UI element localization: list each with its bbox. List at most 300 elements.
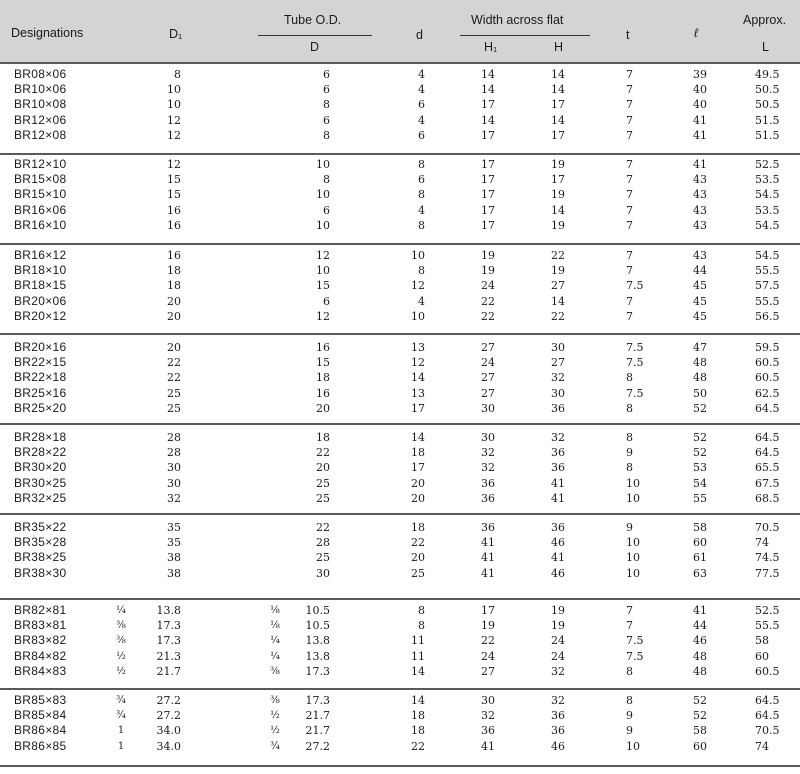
h1-cell: 22 xyxy=(481,309,495,323)
table-row xyxy=(0,476,800,491)
d-fraction-cell: ⅜ xyxy=(270,695,280,706)
h-cell: 32 xyxy=(551,431,565,444)
d1-fraction-cell: ⅜ xyxy=(116,620,126,632)
d1-cell: 21.3 xyxy=(156,649,181,663)
table-row xyxy=(0,708,800,723)
l-cell: 52.5 xyxy=(755,158,780,171)
h-cell: 36 xyxy=(551,446,565,460)
table-row xyxy=(0,445,800,460)
l-cell: 60 xyxy=(755,649,769,663)
designation-cell: BR22×18 xyxy=(14,370,67,385)
d1-cell: 17.3 xyxy=(156,619,181,633)
t-cell: 7 xyxy=(626,83,633,97)
tube-d-cell: 15 xyxy=(316,356,330,370)
designation-cell: BR84×83 xyxy=(14,663,67,678)
d-small-cell: 11 xyxy=(411,649,425,663)
table-row xyxy=(0,739,800,754)
tube-d-cell: 25 xyxy=(316,476,330,490)
table-row xyxy=(0,520,800,535)
table-row xyxy=(0,355,800,370)
t-cell: 7 xyxy=(626,68,633,81)
tube-d-cell: 10 xyxy=(316,264,330,278)
h1-cell: 17 xyxy=(481,604,495,617)
tube-d-cell: 20 xyxy=(316,461,330,475)
ell-cell: 46 xyxy=(693,634,707,648)
table-row xyxy=(0,128,800,143)
t-cell: 9 xyxy=(626,724,633,738)
group-divider xyxy=(0,513,800,515)
d1-cell: 34.0 xyxy=(156,739,181,753)
table-row xyxy=(0,157,800,172)
h-cell: 36 xyxy=(551,461,565,475)
h1-cell: 36 xyxy=(481,724,495,738)
d1-fraction-cell: ¾ xyxy=(116,695,126,706)
l-cell: 54.5 xyxy=(755,249,780,262)
designation-cell: BR30×25 xyxy=(14,475,67,490)
designation-cell: BR20×06 xyxy=(14,293,67,308)
d1-cell: 27.2 xyxy=(156,709,181,723)
d1-cell: 16 xyxy=(167,218,181,232)
designation-cell: BR38×25 xyxy=(14,550,67,565)
tube-d-cell: 12 xyxy=(316,309,330,323)
d1-cell: 18 xyxy=(167,264,181,278)
table-row xyxy=(0,309,800,324)
h1-cell: 17 xyxy=(481,128,495,142)
tube-d-cell: 25 xyxy=(316,551,330,565)
h-cell: 19 xyxy=(551,188,565,202)
tube-d-cell: 6 xyxy=(323,294,330,308)
d1-cell: 38 xyxy=(167,551,181,565)
h-cell: 46 xyxy=(551,566,565,580)
h-cell: 46 xyxy=(551,536,565,550)
d-small-cell: 4 xyxy=(418,83,425,97)
table-row xyxy=(0,187,800,202)
d-small-cell: 18 xyxy=(411,446,425,460)
d-small-cell: 18 xyxy=(411,709,425,723)
h-cell: 32 xyxy=(551,371,565,385)
h-cell: 36 xyxy=(551,521,565,534)
d1-cell: 16 xyxy=(167,249,181,262)
col-tube-od: Tube O.D. xyxy=(284,13,342,27)
group-divider xyxy=(0,423,800,425)
designation-cell: BR15×08 xyxy=(14,172,67,187)
d1-cell: 8 xyxy=(174,68,181,81)
d-small-cell: 4 xyxy=(418,113,425,127)
ell-cell: 48 xyxy=(693,664,707,678)
l-cell: 51.5 xyxy=(755,113,780,127)
ell-cell: 50 xyxy=(693,386,707,400)
l-cell: 55.5 xyxy=(755,264,780,278)
ell-cell: 58 xyxy=(693,724,707,738)
designation-cell: BR12×06 xyxy=(14,112,67,127)
tube-d-cell: 17.3 xyxy=(305,694,330,707)
d1-cell: 28 xyxy=(167,431,181,444)
d1-cell: 34.0 xyxy=(156,724,181,738)
designation-cell: BR18×10 xyxy=(14,263,67,278)
tube-d-cell: 30 xyxy=(316,566,330,580)
designation-cell: BR18×15 xyxy=(14,278,67,293)
ell-cell: 43 xyxy=(693,173,707,187)
d1-cell: 10 xyxy=(167,98,181,112)
d-fraction-cell: ⅛ xyxy=(270,605,280,616)
d1-cell: 30 xyxy=(167,461,181,475)
h-cell: 19 xyxy=(551,604,565,617)
d1-fraction-cell: ¾ xyxy=(116,710,126,722)
tube-d-cell: 17.3 xyxy=(305,664,330,678)
group-divider xyxy=(0,153,800,155)
l-cell: 54.5 xyxy=(755,188,780,202)
designation-cell: BR35×28 xyxy=(14,535,67,550)
col-tube-d: D xyxy=(310,40,320,54)
h-cell: 27 xyxy=(551,356,565,370)
t-cell: 9 xyxy=(626,521,633,534)
h-cell: 19 xyxy=(551,264,565,278)
tube-d-cell: 21.7 xyxy=(305,724,330,738)
l-cell: 64.5 xyxy=(755,709,780,723)
ell-cell: 45 xyxy=(693,309,707,323)
d-small-cell: 25 xyxy=(411,566,425,580)
d1-cell: 32 xyxy=(167,491,181,505)
h-cell: 22 xyxy=(551,249,565,262)
d-small-cell: 8 xyxy=(418,158,425,171)
h-cell: 17 xyxy=(551,128,565,142)
designation-cell: BR16×10 xyxy=(14,217,67,232)
d-small-cell: 17 xyxy=(411,461,425,475)
table-row xyxy=(0,218,800,233)
l-cell: 53.5 xyxy=(755,203,780,217)
tube-d-cell: 6 xyxy=(323,203,330,217)
tube-d-cell: 8 xyxy=(323,98,330,112)
ell-cell: 48 xyxy=(693,649,707,663)
t-cell: 7 xyxy=(626,294,633,308)
h-cell: 24 xyxy=(551,649,565,663)
l-cell: 49.5 xyxy=(755,68,780,81)
t-cell: 8 xyxy=(626,371,633,385)
ell-cell: 52 xyxy=(693,694,707,707)
d1-cell: 21.7 xyxy=(156,664,181,678)
h1-cell: 17 xyxy=(481,98,495,112)
table-row xyxy=(0,294,800,309)
ell-cell: 48 xyxy=(693,356,707,370)
h-cell: 30 xyxy=(551,341,565,354)
t-cell: 7.5 xyxy=(626,386,644,400)
d1-cell: 35 xyxy=(167,521,181,534)
col-ell: ℓ xyxy=(694,26,699,40)
h-cell: 14 xyxy=(551,203,565,217)
d1-cell: 16 xyxy=(167,203,181,217)
ell-cell: 40 xyxy=(693,83,707,97)
ell-cell: 53 xyxy=(693,461,707,475)
h-cell: 27 xyxy=(551,279,565,293)
t-cell: 7 xyxy=(626,98,633,112)
d-small-cell: 18 xyxy=(411,521,425,534)
col-d1: D₁ xyxy=(169,27,183,41)
h1-cell: 32 xyxy=(481,709,495,723)
d-small-cell: 17 xyxy=(411,401,425,415)
ell-cell: 54 xyxy=(693,476,707,490)
d-fraction-cell: ¼ xyxy=(270,650,280,662)
d-small-cell: 18 xyxy=(411,724,425,738)
designation-cell: BR82×81 xyxy=(14,603,67,617)
d-small-cell: 20 xyxy=(411,476,425,490)
ell-cell: 41 xyxy=(693,158,707,171)
d-small-cell: 14 xyxy=(411,431,425,444)
l-cell: 68.5 xyxy=(755,491,780,505)
h1-cell: 24 xyxy=(481,356,495,370)
h1-cell: 30 xyxy=(481,401,495,415)
table-row xyxy=(0,535,800,550)
t-cell: 8 xyxy=(626,401,633,415)
designation-cell: BR35×22 xyxy=(14,520,67,534)
designation-cell: BR08×06 xyxy=(14,67,67,81)
h1-cell: 17 xyxy=(481,158,495,171)
d-fraction-cell: ½ xyxy=(270,710,280,722)
col-h: H xyxy=(554,40,564,54)
tube-d-cell: 25 xyxy=(316,491,330,505)
l-cell: 70.5 xyxy=(755,521,780,534)
d1-fraction-cell: ¼ xyxy=(116,605,126,616)
l-cell: 50.5 xyxy=(755,83,780,97)
l-cell: 67.5 xyxy=(755,476,780,490)
designation-cell: BR10×08 xyxy=(14,97,67,112)
h-cell: 36 xyxy=(551,724,565,738)
d-small-cell: 12 xyxy=(411,356,425,370)
h-cell: 14 xyxy=(551,113,565,127)
l-cell: 64.5 xyxy=(755,431,780,444)
l-cell: 65.5 xyxy=(755,461,780,475)
h-cell: 17 xyxy=(551,98,565,112)
ell-cell: 55 xyxy=(693,491,707,505)
h1-cell: 14 xyxy=(481,113,495,127)
table-row xyxy=(0,664,800,679)
l-cell: 51.5 xyxy=(755,128,780,142)
table-row xyxy=(0,82,800,97)
d-fraction-cell: ¼ xyxy=(270,635,280,647)
designation-cell: BR84×82 xyxy=(14,648,67,663)
t-cell: 8 xyxy=(626,431,633,444)
h-cell: 46 xyxy=(551,739,565,753)
d-small-cell: 12 xyxy=(411,279,425,293)
width-across-flat-rule xyxy=(460,35,590,36)
ell-cell: 45 xyxy=(693,279,707,293)
designation-cell: BR85×84 xyxy=(14,708,67,723)
d1-cell: 22 xyxy=(167,371,181,385)
tube-d-cell: 27.2 xyxy=(305,739,330,753)
d-small-cell: 6 xyxy=(418,98,425,112)
l-cell: 56.5 xyxy=(755,309,780,323)
l-cell: 74 xyxy=(755,536,769,550)
designation-cell: BR20×16 xyxy=(14,340,67,354)
table-row xyxy=(0,723,800,738)
designation-cell: BR28×18 xyxy=(14,430,67,444)
h-cell: 22 xyxy=(551,309,565,323)
d1-cell: 12 xyxy=(167,158,181,171)
h1-cell: 32 xyxy=(481,446,495,460)
tube-d-cell: 10 xyxy=(316,218,330,232)
designation-cell: BR85×83 xyxy=(14,693,67,707)
designation-cell: BR16×06 xyxy=(14,202,67,217)
designation-cell: BR25×16 xyxy=(14,385,67,400)
d-small-cell: 13 xyxy=(411,386,425,400)
tube-d-cell: 13.8 xyxy=(305,649,330,663)
ell-cell: 52 xyxy=(693,446,707,460)
l-cell: 55.5 xyxy=(755,294,780,308)
table-bottom-rule xyxy=(0,765,800,767)
h1-cell: 17 xyxy=(481,173,495,187)
l-cell: 58 xyxy=(755,634,769,648)
t-cell: 7 xyxy=(626,158,633,171)
designation-cell: BR15×10 xyxy=(14,187,67,202)
tube-d-cell: 12 xyxy=(316,249,330,262)
table-row xyxy=(0,401,800,416)
d1-cell: 20 xyxy=(167,341,181,354)
d1-fraction-cell: 1 xyxy=(117,725,125,737)
t-cell: 7.5 xyxy=(626,279,644,293)
h1-cell: 27 xyxy=(481,386,495,400)
d-small-cell: 20 xyxy=(411,491,425,505)
ell-cell: 44 xyxy=(693,264,707,278)
d1-cell: 35 xyxy=(167,536,181,550)
tube-d-cell: 15 xyxy=(316,279,330,293)
h1-cell: 19 xyxy=(481,264,495,278)
ell-cell: 60 xyxy=(693,739,707,753)
t-cell: 7 xyxy=(626,264,633,278)
d1-cell: 22 xyxy=(167,356,181,370)
table-row xyxy=(0,693,800,708)
d1-cell: 18 xyxy=(167,279,181,293)
d-small-cell: 4 xyxy=(418,203,425,217)
designation-cell: BR83×82 xyxy=(14,633,67,648)
tube-d-cell: 10 xyxy=(316,188,330,202)
table-row xyxy=(0,278,800,293)
d-small-cell: 20 xyxy=(411,551,425,565)
ell-cell: 43 xyxy=(693,249,707,262)
ell-cell: 40 xyxy=(693,98,707,112)
h-cell: 19 xyxy=(551,218,565,232)
d1-cell: 28 xyxy=(167,446,181,460)
d1-cell: 12 xyxy=(167,113,181,127)
h1-cell: 36 xyxy=(481,521,495,534)
d1-cell: 13.8 xyxy=(156,604,181,617)
h-cell: 41 xyxy=(551,551,565,565)
h1-cell: 17 xyxy=(481,218,495,232)
h1-cell: 41 xyxy=(481,566,495,580)
ell-cell: 52 xyxy=(693,709,707,723)
d1-cell: 10 xyxy=(167,83,181,97)
d1-fraction-cell: ½ xyxy=(116,665,126,677)
d-small-cell: 6 xyxy=(418,128,425,142)
table-row xyxy=(0,386,800,401)
d-small-cell: 4 xyxy=(418,68,425,81)
tube-d-cell: 10.5 xyxy=(305,619,330,633)
tube-d-cell: 8 xyxy=(323,128,330,142)
t-cell: 10 xyxy=(626,476,640,490)
t-cell: 9 xyxy=(626,709,633,723)
group-divider xyxy=(0,243,800,245)
h1-cell: 32 xyxy=(481,461,495,475)
h1-cell: 41 xyxy=(481,551,495,565)
l-cell: 55.5 xyxy=(755,619,780,633)
designation-cell: BR12×10 xyxy=(14,157,67,171)
col-t: t xyxy=(626,28,630,42)
l-cell: 64.5 xyxy=(755,446,780,460)
designation-cell: BR86×84 xyxy=(14,723,67,738)
table-row xyxy=(0,203,800,218)
h1-cell: 19 xyxy=(481,249,495,262)
d-small-cell: 14 xyxy=(411,664,425,678)
designation-cell: BR22×15 xyxy=(14,355,67,370)
table-row xyxy=(0,566,800,581)
ell-cell: 45 xyxy=(693,294,707,308)
tube-d-cell: 6 xyxy=(323,113,330,127)
table-row xyxy=(0,172,800,187)
tube-d-cell: 6 xyxy=(323,83,330,97)
l-cell: 64.5 xyxy=(755,694,780,707)
table-row xyxy=(0,340,800,355)
d-small-cell: 14 xyxy=(411,694,425,707)
ell-cell: 47 xyxy=(693,341,707,354)
h-cell: 19 xyxy=(551,158,565,171)
designation-cell: BR86×85 xyxy=(14,738,67,753)
t-cell: 7 xyxy=(626,113,633,127)
h1-cell: 36 xyxy=(481,476,495,490)
d1-cell: 38 xyxy=(167,566,181,580)
t-cell: 8 xyxy=(626,694,633,707)
d1-fraction-cell: 1 xyxy=(117,740,125,752)
table-row xyxy=(0,97,800,112)
l-cell: 52.5 xyxy=(755,604,780,617)
l-cell: 60.5 xyxy=(755,371,780,385)
ell-cell: 48 xyxy=(693,371,707,385)
h-cell: 36 xyxy=(551,401,565,415)
d-fraction-cell: ⅜ xyxy=(270,665,280,677)
l-cell: 53.5 xyxy=(755,173,780,187)
table-row xyxy=(0,460,800,475)
l-cell: 57.5 xyxy=(755,279,780,293)
ell-cell: 43 xyxy=(693,188,707,202)
col-d: d xyxy=(416,28,423,42)
table-header xyxy=(0,0,800,62)
h1-cell: 17 xyxy=(481,188,495,202)
designation-cell: BR10×06 xyxy=(14,82,67,97)
ell-cell: 63 xyxy=(693,566,707,580)
t-cell: 7.5 xyxy=(626,356,644,370)
h-cell: 41 xyxy=(551,476,565,490)
t-cell: 7 xyxy=(626,218,633,232)
ell-cell: 60 xyxy=(693,536,707,550)
table-row xyxy=(0,603,800,618)
col-width-across-flat: Width across flat xyxy=(471,13,564,27)
tube-d-cell: 10.5 xyxy=(305,604,330,617)
ell-cell: 44 xyxy=(693,619,707,633)
h1-cell: 30 xyxy=(481,694,495,707)
d1-cell: 15 xyxy=(167,188,181,202)
ell-cell: 39 xyxy=(693,68,707,81)
h1-cell: 14 xyxy=(481,83,495,97)
d-small-cell: 22 xyxy=(411,536,425,550)
d-fraction-cell: ¾ xyxy=(270,740,280,752)
d-small-cell: 8 xyxy=(418,264,425,278)
d-small-cell: 13 xyxy=(411,341,425,354)
ell-cell: 43 xyxy=(693,218,707,232)
l-cell: 54.5 xyxy=(755,218,780,232)
t-cell: 7 xyxy=(626,309,633,323)
h1-cell: 27 xyxy=(481,341,495,354)
h1-cell: 24 xyxy=(481,279,495,293)
d-small-cell: 6 xyxy=(418,173,425,187)
tube-d-cell: 22 xyxy=(316,446,330,460)
group-divider xyxy=(0,333,800,335)
